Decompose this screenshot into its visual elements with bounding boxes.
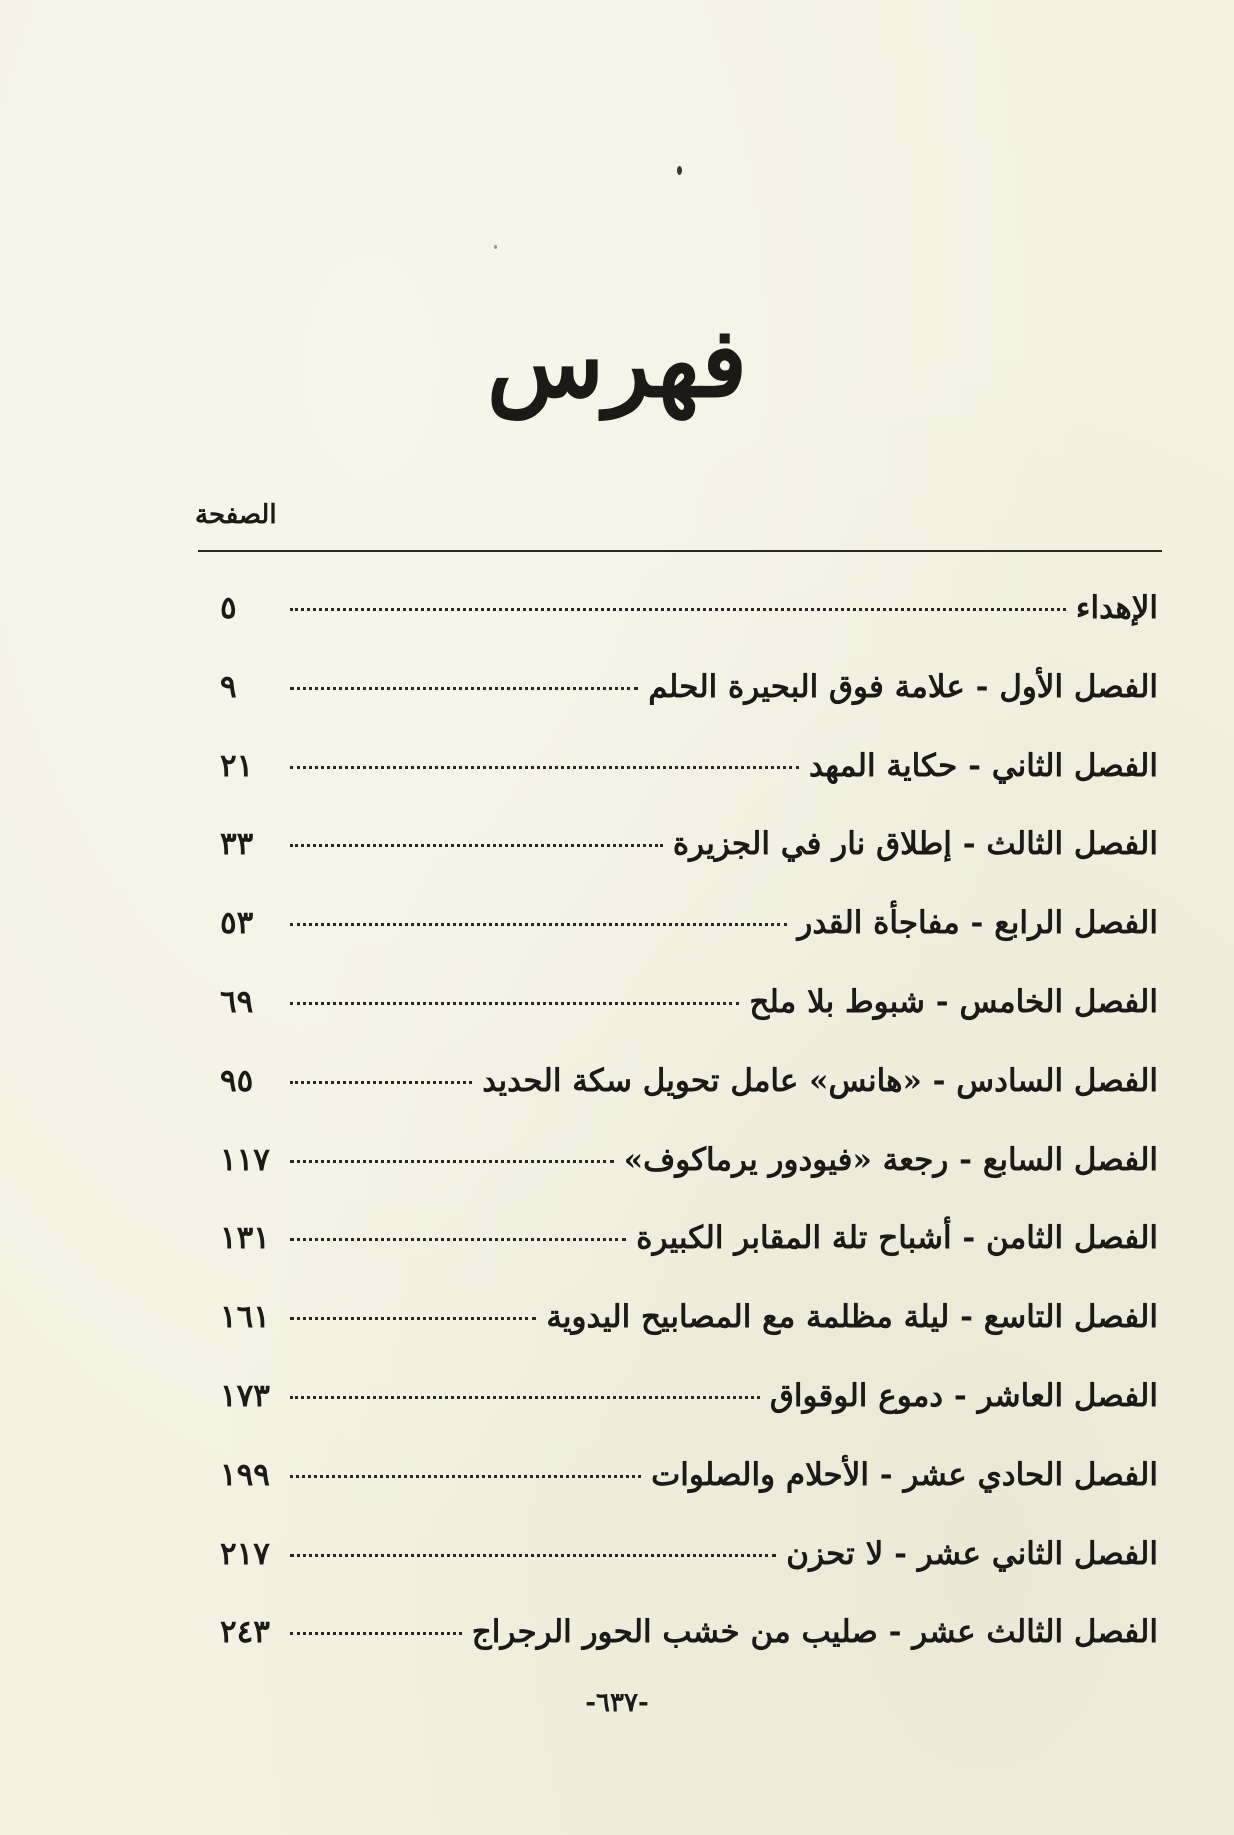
- toc-entry[interactable]: [220, 1142, 1158, 1221]
- toc-entry[interactable]: [220, 590, 1158, 669]
- dot-leader: [290, 844, 663, 847]
- dot-leader: [290, 1475, 641, 1478]
- toc-entry-title: الفصل السادس - «هانس» عامل تحويل سكة الحديد: [482, 1062, 1158, 1099]
- toc-entry-page: ٩: [220, 668, 237, 705]
- toc-entry[interactable]: [220, 1457, 1158, 1536]
- toc-entry-title: الفصل الثامن - أشباح تلة المقابر الكبيرة: [636, 1220, 1158, 1257]
- toc-entry-title: الفصل الرابع - مفاجأة القدر: [797, 905, 1158, 942]
- toc-entry-page: ٢١: [220, 747, 254, 784]
- header-divider: [198, 550, 1162, 552]
- toc-entry-title: الفصل الثاني عشر - لا تحزن: [786, 1535, 1158, 1572]
- toc-entry-title: الفصل الخامس - شبوط بلا ملح: [749, 983, 1158, 1020]
- dot-leader: [290, 1160, 614, 1163]
- toc-entry-page: ١٦١: [220, 1299, 270, 1336]
- toc-entry[interactable]: [220, 984, 1158, 1063]
- toc-entry[interactable]: [220, 1220, 1158, 1299]
- toc-entry-title: الإهداء: [1075, 590, 1158, 626]
- toc-entry-page: ٥: [220, 590, 237, 626]
- dot-leader: [290, 1002, 739, 1005]
- toc-entry-title: الفصل الثالث - إطلاق نار في الجزيرة: [672, 826, 1158, 863]
- toc-entry-page: ١٧٣: [220, 1377, 270, 1414]
- toc-entry-title: الفصل الحادي عشر - الأحلام والصلوات: [651, 1456, 1158, 1493]
- toc-entry-title: الفصل الأول - علامة فوق البحيرة الحلم: [648, 668, 1158, 705]
- dot-leader: [290, 1632, 462, 1635]
- toc-entry[interactable]: [220, 1614, 1158, 1693]
- toc-entry[interactable]: [220, 1536, 1158, 1615]
- page-column-header: الصفحة: [195, 500, 277, 530]
- dot-leader: [290, 1081, 472, 1084]
- toc-entry-title: الفصل السابع - رجعة «فيودور يرماكوف»: [623, 1141, 1158, 1178]
- toc-entry-title: الفصل العاشر - دموع الوقواق: [769, 1377, 1158, 1414]
- toc-entry-page: ١١٧: [220, 1141, 270, 1178]
- toc-entry-page: ٦٩: [220, 983, 254, 1020]
- dot-leader: [290, 1554, 776, 1557]
- toc-entry[interactable]: [220, 1063, 1158, 1142]
- toc-entry[interactable]: [220, 1299, 1158, 1378]
- dot-leader: [290, 923, 787, 926]
- toc-entry-title: الفصل الثالث عشر - صليب من خشب الحور الرجراج: [471, 1614, 1158, 1651]
- paper-speck: [494, 245, 497, 249]
- dot-leader: [290, 608, 1066, 611]
- toc-entry-page: ٥٣: [220, 905, 254, 942]
- toc-entry-page: ٢٤٣: [220, 1614, 270, 1651]
- toc-entry-page: ٩٥: [220, 1062, 254, 1099]
- dot-leader: [290, 1317, 536, 1320]
- toc-entry-page: ٢١٧: [220, 1535, 270, 1572]
- page-title: فهرس: [486, 306, 748, 419]
- dot-leader: [290, 1396, 760, 1399]
- table-of-contents: [220, 590, 1158, 1693]
- paper-speck: [677, 166, 682, 175]
- toc-entry-title: الفصل الثاني - حكاية المهد: [809, 747, 1158, 784]
- toc-entry-page: ١٩٩: [220, 1456, 270, 1493]
- dot-leader: [290, 1238, 626, 1241]
- toc-entry[interactable]: [220, 1378, 1158, 1457]
- toc-entry-title: الفصل التاسع - ليلة مظلمة مع المصابيح اليدوية: [546, 1299, 1158, 1336]
- toc-entry[interactable]: [220, 669, 1158, 748]
- dot-leader: [290, 687, 638, 690]
- page-number: -٦٣٧-: [585, 1688, 649, 1718]
- toc-entry[interactable]: [220, 905, 1158, 984]
- toc-entry[interactable]: [220, 748, 1158, 827]
- toc-entry[interactable]: [220, 826, 1158, 905]
- dot-leader: [290, 766, 799, 769]
- toc-entry-page: ١٣١: [220, 1220, 270, 1257]
- toc-entry-page: ٣٣: [220, 826, 254, 863]
